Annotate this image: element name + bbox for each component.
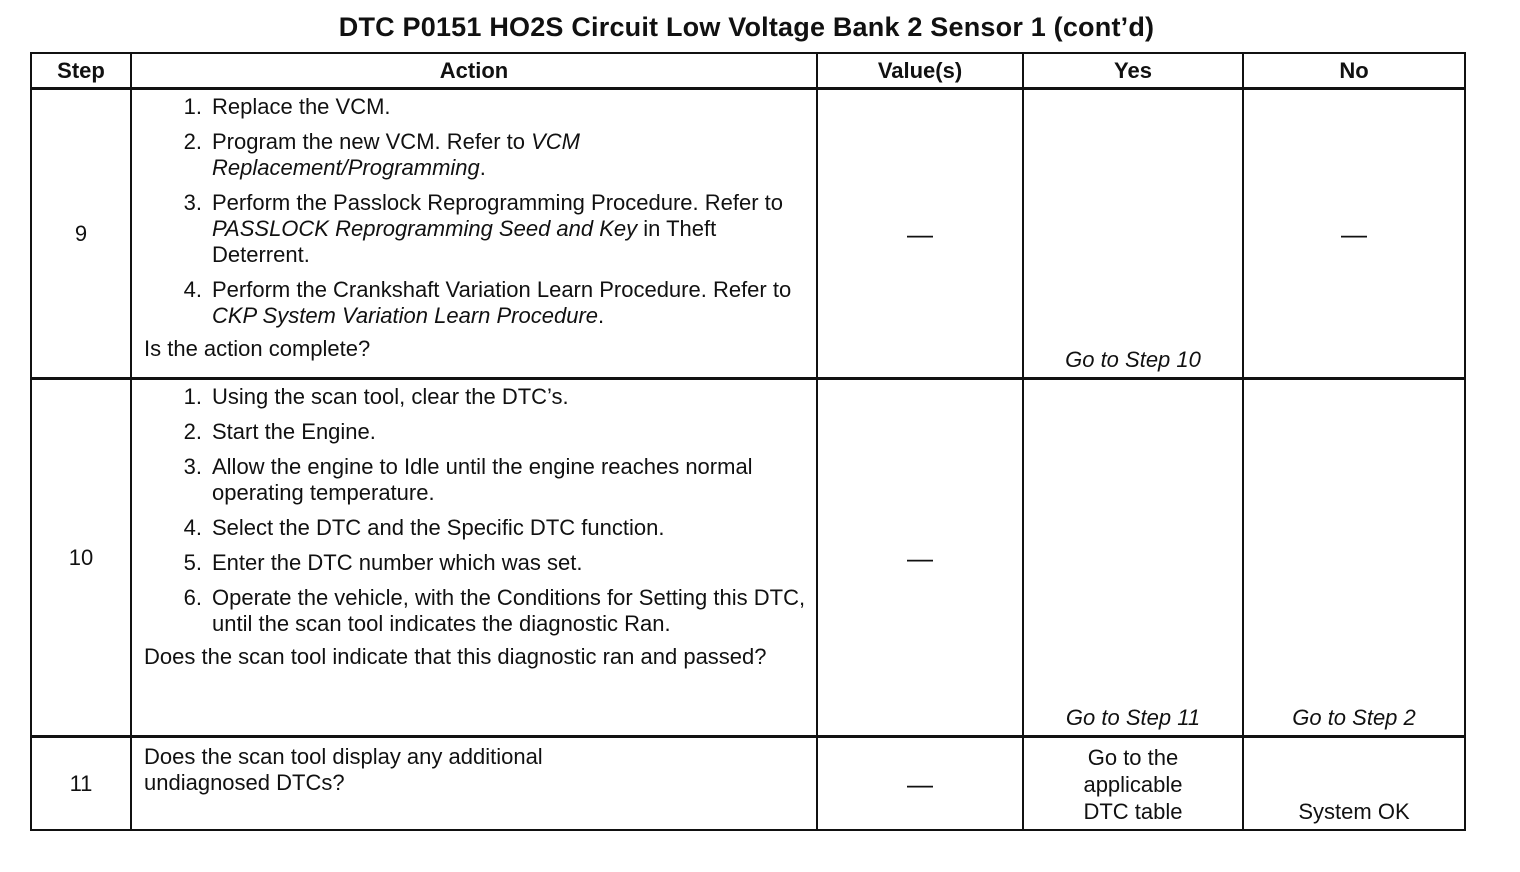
item-text	[212, 129, 806, 181]
action-list	[144, 94, 806, 329]
action-cell	[131, 379, 817, 737]
item-text-plain: Perform the Crankshaft Variation Learn Procedure. Refer to	[212, 277, 792, 302]
action-cell	[131, 737, 817, 831]
item-number: 4.	[183, 515, 202, 540]
no-cell: —	[1243, 89, 1465, 379]
header-yes: Yes	[1023, 53, 1243, 89]
step-number: 10	[31, 379, 131, 737]
item-text-plain: Program the new VCM. Refer to	[212, 129, 532, 154]
header-no: No	[1243, 53, 1465, 89]
item-text-plain: .	[598, 303, 605, 328]
action-cell	[131, 89, 817, 379]
item-text	[212, 190, 806, 268]
action-item	[144, 384, 806, 410]
item-number: 5.	[183, 550, 202, 575]
yes-line: applicable	[1083, 772, 1183, 797]
action-item	[144, 515, 806, 541]
step-number: 11	[31, 737, 131, 831]
item-number: 3.	[183, 454, 202, 479]
item-reference: VCM Replacement/Programming	[212, 129, 581, 180]
step-question: Is the action complete?	[144, 336, 371, 361]
value-cell: —	[817, 379, 1023, 737]
action-item	[144, 419, 806, 445]
value-cell: —	[817, 737, 1023, 831]
item-number: 2.	[183, 419, 202, 444]
no-cell	[1243, 379, 1465, 737]
item-text	[212, 277, 806, 329]
header-step: Step	[31, 53, 131, 89]
item-text: Start the Engine.	[212, 419, 376, 444]
yes-line: Go to the	[1087, 745, 1179, 770]
dtc-table	[30, 52, 1466, 831]
yes-goto: Go to Step 11	[1065, 705, 1201, 730]
item-number: 1.	[183, 94, 202, 119]
yes-goto: Go to Step 10	[1065, 347, 1201, 372]
no-cell: System OK	[1243, 737, 1465, 831]
yes-line: DTC table	[1083, 799, 1183, 824]
item-text-plain: .	[479, 155, 486, 180]
item-reference: PASSLOCK Reprogramming Seed and Key	[212, 216, 638, 241]
yes-cell	[1023, 379, 1243, 737]
item-text-plain: in Theft Deterrent.	[212, 216, 717, 267]
no-goto: Go to Step 2	[1292, 705, 1416, 730]
action-item	[144, 277, 806, 329]
step-row-10	[31, 379, 1465, 737]
action-list	[144, 384, 806, 637]
step-number: 9	[31, 89, 131, 379]
item-text: Enter the DTC number which was set.	[212, 550, 583, 575]
item-number: 3.	[183, 190, 202, 215]
action-item	[144, 550, 806, 576]
action-item	[144, 585, 806, 637]
item-number: 4.	[183, 277, 202, 302]
value-cell: —	[817, 89, 1023, 379]
item-text: Select the DTC and the Specific DTC function.	[212, 515, 665, 540]
item-number: 1.	[183, 384, 202, 409]
step-question: Does the scan tool indicate that this diagnostic ran and passed?	[144, 644, 767, 669]
item-reference: CKP System Variation Learn Procedure	[212, 303, 598, 328]
yes-cell	[1023, 89, 1243, 379]
step-question: Does the scan tool display any additional undiagnosed DTCs?	[144, 744, 543, 795]
item-text: Using the scan tool, clear the DTC’s.	[212, 384, 569, 409]
item-text: Operate the vehicle, with the Conditions for Setting this DTC, until the scan tool indicates the diagnostic Ran.	[212, 585, 806, 636]
action-item	[144, 129, 806, 181]
page-title: DTC P0151 HO2S Circuit Low Voltage Bank 2 Sensor 1 (cont’d)	[338, 12, 1155, 42]
action-item	[144, 190, 806, 268]
item-number: 6.	[183, 585, 202, 610]
item-text-plain: Perform the Passlock Reprogramming Procedure. Refer to	[212, 190, 784, 215]
item-text: Allow the engine to Idle until the engine reaches normal operating temperature.	[212, 454, 753, 505]
step-row-9	[31, 89, 1465, 379]
yes-cell	[1023, 737, 1243, 831]
header-values: Value(s)	[817, 53, 1023, 89]
item-text-plain: Replace the VCM.	[212, 94, 391, 119]
step-row-11	[31, 737, 1465, 831]
action-item	[144, 454, 806, 506]
item-text	[212, 94, 806, 120]
action-item	[144, 94, 806, 120]
item-number: 2.	[183, 129, 202, 154]
header-action: Action	[131, 53, 817, 89]
header-row	[31, 53, 1465, 89]
